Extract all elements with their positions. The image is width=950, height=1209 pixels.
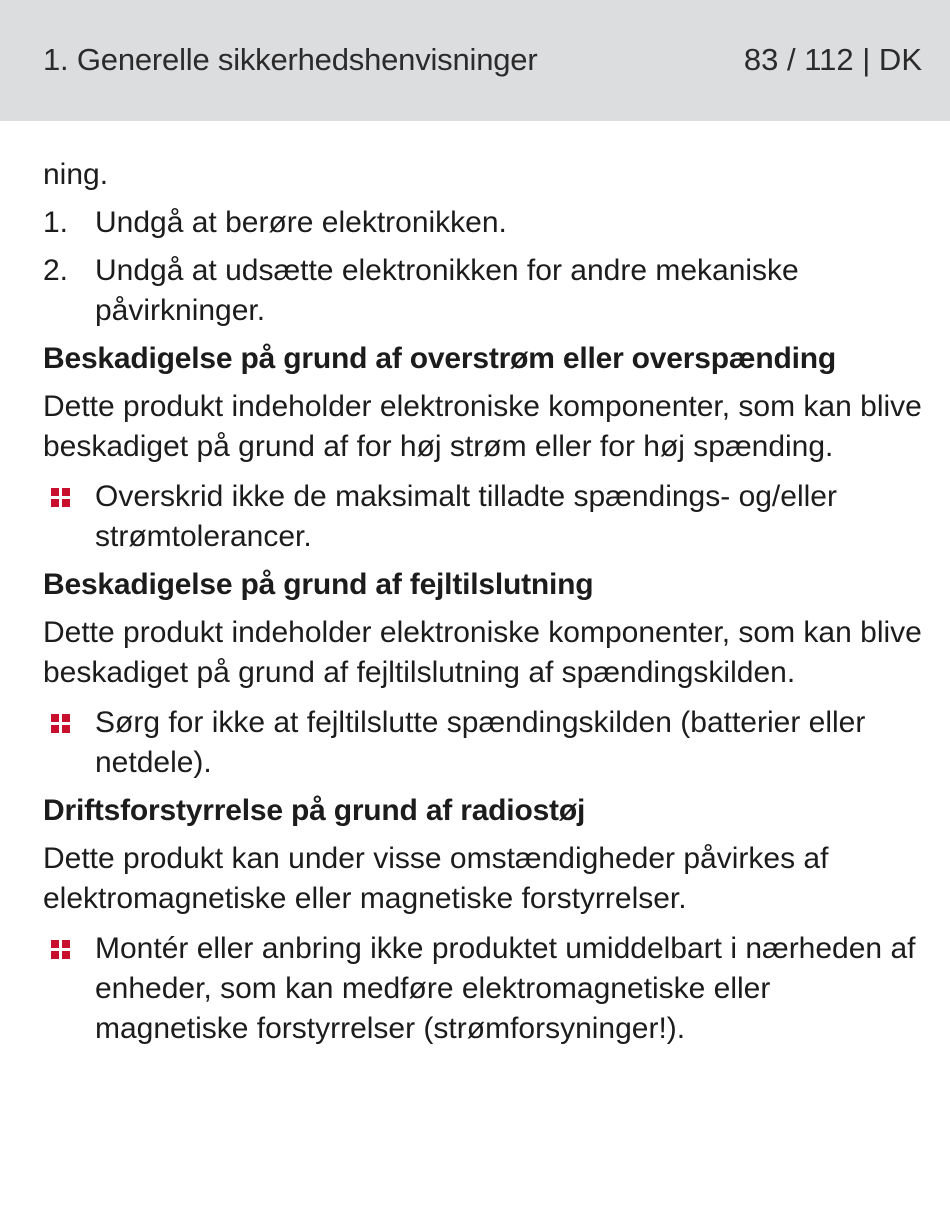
document-body bbox=[43, 155, 923, 1057]
bullet-item bbox=[43, 703, 923, 783]
red-squares-bullet-icon bbox=[51, 714, 71, 734]
section-heading: Beskadigelse på grund af fejltilslutning bbox=[43, 568, 594, 601]
numbered-step bbox=[43, 203, 923, 243]
bullet-text: Sørg for ikke at fejltilslutte spændingskilden (batterier eller netdele). bbox=[95, 706, 866, 779]
bullet-text: Montér eller anbring ikke produktet umiddelbart i nærheden af enheder, som kan medføre elektromagnetiske eller magnetiske forstyrrelser (strømforsyninger!). bbox=[95, 932, 916, 1045]
red-squares-bullet-icon bbox=[51, 488, 71, 508]
section-paragraph: Dette produkt indeholder elektroniske komponenter, som kan blive beskadiget på grund af fejltilslutning af spændingskilden. bbox=[43, 616, 922, 689]
step-text: Undgå at berøre elektronikken. bbox=[95, 206, 507, 239]
continuation-text: ning. bbox=[43, 158, 109, 191]
section-title: 1. Generelle sikkerhedshenvisninger bbox=[43, 42, 538, 77]
section-paragraph: Dette produkt kan under visse omstændigheder påvirkes af elektromagnetiske eller magnetiske forstyrrelser. bbox=[43, 842, 829, 915]
page-header bbox=[0, 0, 950, 121]
red-squares-bullet-icon bbox=[51, 940, 71, 960]
bullet-text: Overskrid ikke de maksimalt tilladte spændings- og/eller strømtolerancer. bbox=[95, 480, 837, 553]
step-text: Undgå at udsætte elektronikken for andre mekaniske påvirkninger. bbox=[95, 254, 799, 327]
section-paragraph: Dette produkt indeholder elektroniske komponenter, som kan blive beskadiget på grund af for høj strøm eller for høj spænding. bbox=[43, 390, 922, 463]
section-heading: Driftsforstyrrelse på grund af radiostøj bbox=[43, 794, 586, 827]
bullet-item bbox=[43, 929, 923, 1049]
step-number: 1. bbox=[43, 206, 69, 239]
section-heading: Beskadigelse på grund af overstrøm eller overspænding bbox=[43, 342, 836, 375]
numbered-step bbox=[43, 251, 923, 331]
page-number: 83 / 112 | DK bbox=[743, 42, 922, 77]
step-number: 2. bbox=[43, 254, 69, 287]
bullet-item bbox=[43, 477, 923, 557]
